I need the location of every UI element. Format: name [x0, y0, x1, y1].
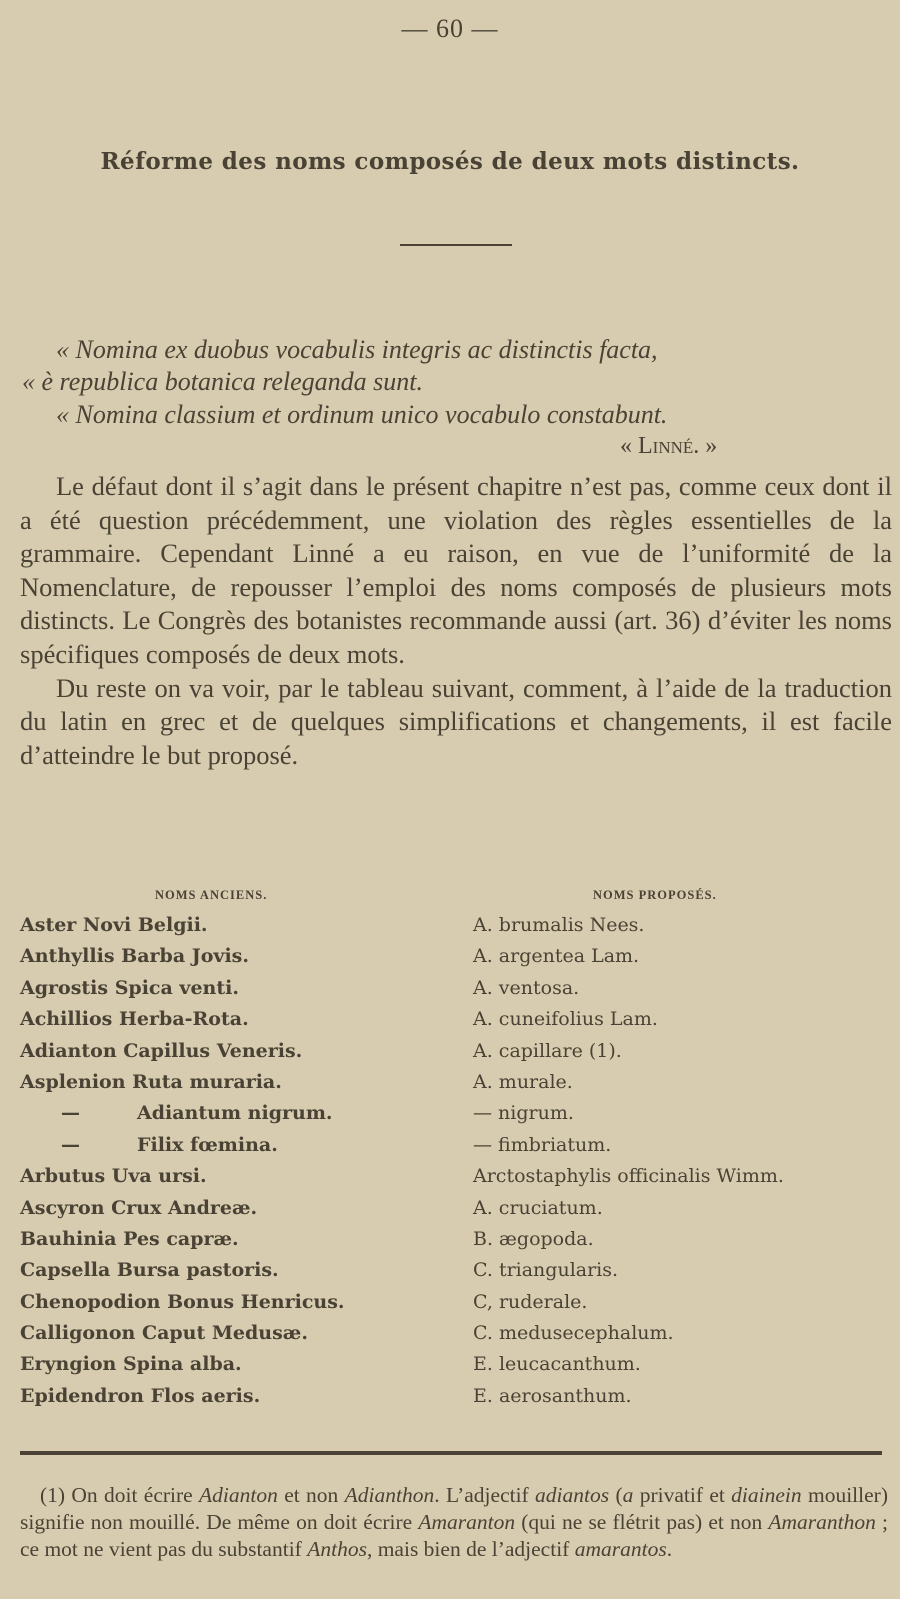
footnote-segment: (qui ne se flétrit pas) et non — [515, 1510, 769, 1534]
table-row — [0, 1036, 900, 1067]
old-name — [61, 1130, 278, 1161]
proposed-name: A. ventosa. — [473, 976, 580, 999]
footnote-italic-term: a — [622, 1483, 634, 1507]
footnote-segment: mouiller) signifie non mouillé. De même on doit écrire — [20, 1483, 888, 1534]
table-row — [0, 973, 900, 1004]
title-divider — [400, 244, 512, 246]
epigraph-line: « è republica botanica releganda sunt. — [22, 367, 424, 396]
table-row — [0, 1255, 900, 1286]
proposed-name: E. aerosanthum. — [473, 1384, 632, 1407]
ditto-dash: — — [61, 1102, 80, 1125]
footnote-segment: et non — [277, 1483, 345, 1507]
table-row — [0, 941, 900, 972]
footnote-italic-term: adiantos — [535, 1483, 610, 1507]
old-name: Calligonon Caput Medusæ. — [20, 1322, 308, 1345]
table-row — [0, 1067, 900, 1098]
proposed-name: A. brumalis Nees. — [473, 914, 645, 936]
table-row — [0, 1287, 900, 1318]
proposed-name: A. murale. — [473, 1070, 573, 1093]
footnote-italic-term: Adianthon — [344, 1483, 435, 1507]
table-row — [0, 1349, 900, 1380]
footnote-italic-term: Amaranton — [418, 1510, 516, 1534]
proposed-name: C. triangularis. — [473, 1259, 619, 1282]
footnote-segment: (1) On doit écrire — [40, 1483, 200, 1507]
footnote-italic-term: Amaranthon — [768, 1510, 876, 1534]
footnote-segment: privatif et — [633, 1483, 732, 1507]
table-row — [0, 1318, 900, 1349]
footnote-segment: , mais bien de l’adjectif — [366, 1537, 575, 1561]
old-name — [61, 1098, 333, 1129]
chapter-title: Réforme des noms composés de deux mots distincts. — [100, 148, 800, 175]
footnote-italic-term: Anthos — [307, 1537, 367, 1561]
footnote — [20, 1482, 888, 1563]
old-name: Asplenion Ruta muraria. — [20, 1070, 282, 1093]
ditto-dash: — — [61, 1133, 80, 1156]
table-row — [0, 1004, 900, 1035]
paragraph: Le défaut dont il s’agit dans le présent chapitre n’est pas, comme ceux dont il a été question précédemment, une violation des règles essentielles de la grammaire. Cependant Linné a eu raison, en vue de l’uniformité de la Nomenclature, de repousser l’emploi des noms composés de plusieurs mots distincts. Le Congrès des botanistes recommande aussi (art. 36) d’éviter les noms spécifiques composés de deux mots. — [20, 471, 892, 669]
table-body — [0, 910, 900, 1412]
proposed-name: B. ægopoda. — [473, 1227, 594, 1250]
proposed-name: E. leucacanthum. — [473, 1353, 641, 1376]
table-row — [0, 1161, 900, 1192]
table-row — [0, 1224, 900, 1255]
footnote-italic-term: Adianton — [199, 1483, 278, 1507]
old-name: Ascyron Crux Andreæ. — [20, 1196, 258, 1219]
old-name: Arbutus Uva ursi. — [20, 1165, 207, 1188]
proposed-name: — fimbriatum. — [473, 1133, 612, 1156]
old-name: Anthyllis Barba Jovis. — [20, 945, 249, 968]
footnote-segment: ( — [609, 1483, 623, 1507]
proposed-name: — nigrum. — [473, 1102, 574, 1125]
old-name: Agrostis Spica venti. — [20, 976, 239, 999]
proposed-name: C, ruderale. — [473, 1290, 588, 1313]
table-row — [0, 1098, 900, 1129]
footnote-divider — [20, 1451, 882, 1455]
footnote-segment: ; ce mot ne vient pas du substantif — [20, 1510, 888, 1561]
footnote-italic-term: amarantos — [574, 1537, 667, 1561]
footnote-italic-term: diainein — [731, 1483, 802, 1507]
epigraph-line: « Nomina classium et ordinum unico vocabulo constabunt. — [56, 400, 668, 429]
paragraph: Du reste on va voir, par le tableau suivant, comment, à l’aide de la traduction du latin en grec et de quelques simplifications et changements, il est facile d’atteindre le but proposé. — [20, 672, 892, 770]
table-row — [0, 910, 900, 941]
proposed-name: A. capillare (1). — [473, 1039, 622, 1062]
old-name-text: Adiantum nigrum. — [137, 1102, 333, 1125]
proposed-name: Arctostaphylis officinalis Wimm. — [473, 1165, 784, 1188]
old-name: Chenopodion Bonus Henricus. — [20, 1290, 345, 1313]
column-header-old-names: NOMS ANCIENS. — [155, 888, 268, 902]
proposed-name: A. cruciatum. — [473, 1196, 603, 1219]
epigraph-line: « Nomina ex duobus vocabulis integris ac distinctis facta, — [56, 335, 658, 364]
proposed-name: C. medusecephalum. — [473, 1322, 674, 1345]
old-name: Aster Novi Belgii. — [20, 914, 208, 936]
page-number: — 60 — — [401, 14, 499, 43]
footnote-segment: . — [666, 1537, 673, 1561]
old-name: Eryngion Spina alba. — [20, 1353, 242, 1376]
body-text — [20, 470, 892, 772]
old-name: Bauhinia Pes capræ. — [20, 1227, 239, 1250]
proposed-name: A. cuneifolius Lam. — [473, 1008, 658, 1031]
table-row — [0, 1193, 900, 1224]
old-name: Achillios Herba-Rota. — [20, 1008, 249, 1031]
old-name: Capsella Bursa pastoris. — [20, 1259, 279, 1282]
epigraph-attribution: « Linné. » — [620, 433, 718, 459]
footnote-text — [20, 1482, 888, 1563]
table-row — [0, 1130, 900, 1161]
old-name-text: Filix fœmina. — [137, 1133, 278, 1156]
proposed-name: A. argentea Lam. — [473, 945, 640, 968]
column-header-proposed-names: NOMS PROPOSÉS. — [593, 888, 717, 902]
old-name: Epidendron Flos aeris. — [20, 1384, 261, 1407]
footnote-segment: . L’adjectif — [434, 1483, 536, 1507]
table-row — [0, 1381, 900, 1412]
old-name: Adianton Capillus Veneris. — [20, 1039, 303, 1062]
